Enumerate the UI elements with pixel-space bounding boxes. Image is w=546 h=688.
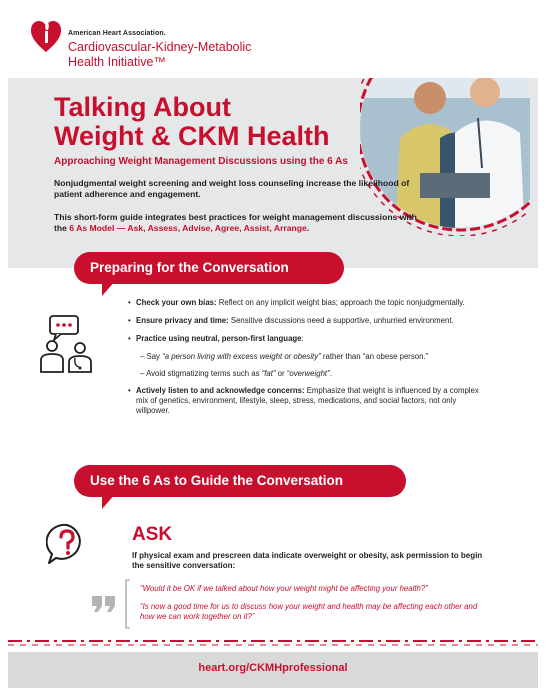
intro-paragraph-1: Nonjudgmental weight screening and weight loss counseling increase the likelihood of patient adherence and engagement. — [54, 178, 410, 199]
sub-prefix: – Say — [140, 352, 163, 361]
question-bubble-icon — [46, 522, 88, 566]
footer — [8, 652, 538, 688]
list-item — [130, 298, 486, 308]
intro-p2-text: This short-form guide integrates best practices for weight management discussions with the — [54, 212, 417, 233]
intro-paragraph-2 — [54, 212, 424, 234]
section-heading-6as — [74, 465, 406, 497]
list-item — [130, 386, 486, 416]
ask-quote-2: “Is now a good time for us to discuss how your weight and health may be affecting each other and how we can work together on it?” — [140, 602, 478, 621]
heart-torch-logo-icon — [30, 18, 62, 54]
list-item — [130, 334, 486, 344]
bullet-text: Emphasize that weight is influenced by a complex mix of genetics, environment, lifestyle, sleep, stress, medications, and social factors, not only willpower. — [136, 386, 479, 415]
section-heading-6as-label: Use the 6 As to Guide the Conversation — [90, 473, 344, 488]
preparing-bullet-list — [130, 298, 486, 424]
ask-quote-1: “Would it be OK if we talked about how your weight might be affecting your health?” — [140, 584, 428, 593]
intro-p2-end: . — [306, 223, 310, 233]
initiative-name-line1: Cardiovascular-Kidney-Metabolic — [68, 40, 252, 54]
bullet-text: Sensitive discussions need a supportive, unhurried environment. — [228, 316, 454, 325]
sub-term: “fat” — [261, 369, 276, 378]
footer-link[interactable]: heart.org/CKMHprofessional — [198, 662, 348, 674]
sub-or: or — [275, 369, 287, 378]
speech-tail — [102, 493, 116, 509]
sub-prefix: – Avoid stigmatizing terms such as — [140, 369, 262, 378]
sub-rest: rather than “an obese person.” — [320, 352, 429, 361]
bullet-bold: Check your own bias: — [136, 298, 217, 307]
ask-description: If physical exam and prescreen data indicate overweight or obesity, ask permission to begin the sensitive conversation: — [132, 551, 483, 570]
bullet-text: Reflect on any implicit weight bias; approach the topic nonjudgmentally. — [216, 298, 465, 307]
title-line2: Weight & CKM Health — [54, 121, 330, 151]
title-line1: Talking About — [54, 92, 231, 122]
sub-list-item — [130, 352, 486, 362]
list-item — [130, 316, 486, 326]
section-heading-preparing — [74, 252, 344, 284]
section-heading-preparing-label: Preparing for the Conversation — [90, 260, 289, 275]
sub-list-item — [130, 369, 486, 379]
quote-mark-icon — [92, 578, 132, 630]
bullet-text: : — [301, 334, 304, 343]
aha-logo — [30, 14, 280, 74]
sub-term: “overweight” — [286, 369, 330, 378]
sub-quote: “a person living with excess weight or obesity” — [162, 352, 321, 361]
decorative-dash-line — [8, 638, 538, 646]
page-subtitle: Approaching Weight Management Discussions using the 6 As — [54, 156, 348, 167]
chat-people-icon — [38, 314, 96, 376]
sub-end: . — [329, 369, 332, 378]
bullet-bold: Ensure privacy and time: — [136, 316, 229, 325]
bullet-bold: Actively listen to and acknowledge concerns: — [136, 386, 305, 395]
org-name: American Heart Association. — [68, 30, 166, 37]
six-as-model: 6 As Model — Ask, Assess, Advise, Agree, Assist, Arrange — [69, 223, 307, 233]
bullet-bold: Practice using neutral, person-first language — [136, 334, 302, 343]
ask-heading: ASK — [132, 524, 173, 545]
speech-tail — [102, 280, 116, 296]
initiative-name-line2: Health Initiative™ — [68, 55, 166, 69]
page-title — [54, 93, 330, 151]
